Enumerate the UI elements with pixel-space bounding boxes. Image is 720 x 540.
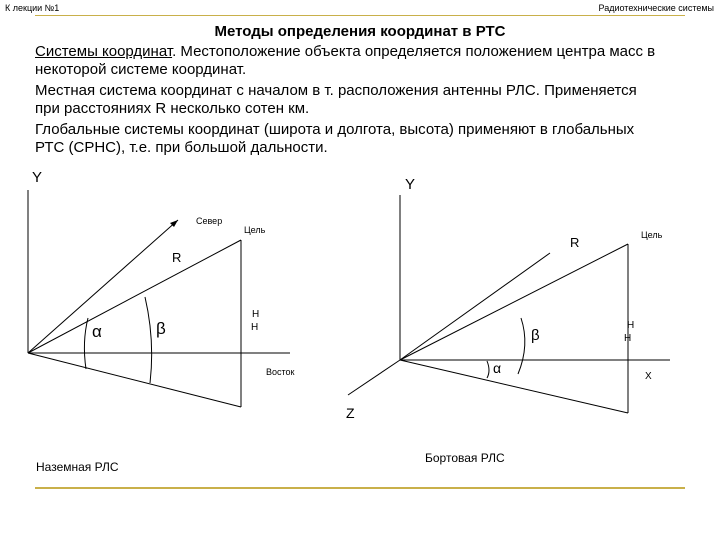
air-x-label: X [645, 371, 652, 382]
air-alpha-label: α [493, 360, 502, 376]
air-range-label: R [570, 235, 580, 250]
p2-line1: Местная система координат с началом в т. расположения антенны РЛС. Применяется [35, 82, 637, 99]
header-left: К лекции №1 [5, 3, 60, 13]
ground-projection-line [28, 353, 241, 407]
ground-alpha-arc [84, 318, 88, 369]
air-projection-line [400, 360, 628, 413]
air-y-label: Y [405, 176, 416, 193]
air-z-label: Z [346, 405, 355, 421]
ground-east-label: Восток [266, 367, 295, 377]
air-beta-label: β [531, 327, 540, 344]
ground-target-label: Цель [244, 225, 266, 235]
bottom-divider [35, 487, 685, 489]
air-alpha-arc [487, 361, 489, 378]
slide-title: Методы определения координат в РТС [214, 23, 506, 40]
ground-h-label-1: Н [252, 309, 260, 320]
air-range-line [400, 244, 628, 360]
airborne-radar-diagram [348, 195, 670, 413]
p1-line1-rest: . Местоположение объекта определяется положением центра масс в [172, 43, 656, 60]
p1-line2: некоторой системе координат. [35, 61, 247, 78]
air-h-label-1: Н [627, 320, 635, 331]
air-target-label: Цель [641, 230, 663, 240]
p3-line1: Глобальные системы координат (широта и долгота, высота) применяют в глобальных [35, 121, 635, 138]
p2-line2: при расстояниях R несколько сотен км. [35, 100, 310, 117]
ground-beta-arc [145, 297, 152, 383]
header-right: Радиотехнические системы [598, 3, 714, 13]
coordinate-systems-term: Системы координат [35, 43, 173, 60]
ground-h-label-2: Н [251, 322, 259, 333]
ground-caption: Наземная РЛС [36, 460, 119, 474]
air-beta-arc [518, 318, 525, 374]
air-direction-line [400, 253, 550, 360]
ground-north-label: Север [196, 216, 223, 226]
ground-beta-label: β [156, 319, 166, 338]
ground-range-line [28, 240, 241, 353]
air-z-axis [348, 360, 400, 395]
ground-y-label: Y [32, 169, 43, 186]
ground-range-label: R [172, 250, 182, 265]
air-caption: Бортовая РЛС [425, 451, 505, 465]
air-h-label-2: Н [624, 333, 632, 344]
ground-radar-diagram [28, 190, 290, 407]
p3-line2: РТС (СРНС), т.е. при большой дальности. [35, 139, 328, 156]
ground-alpha-label: α [92, 322, 102, 341]
